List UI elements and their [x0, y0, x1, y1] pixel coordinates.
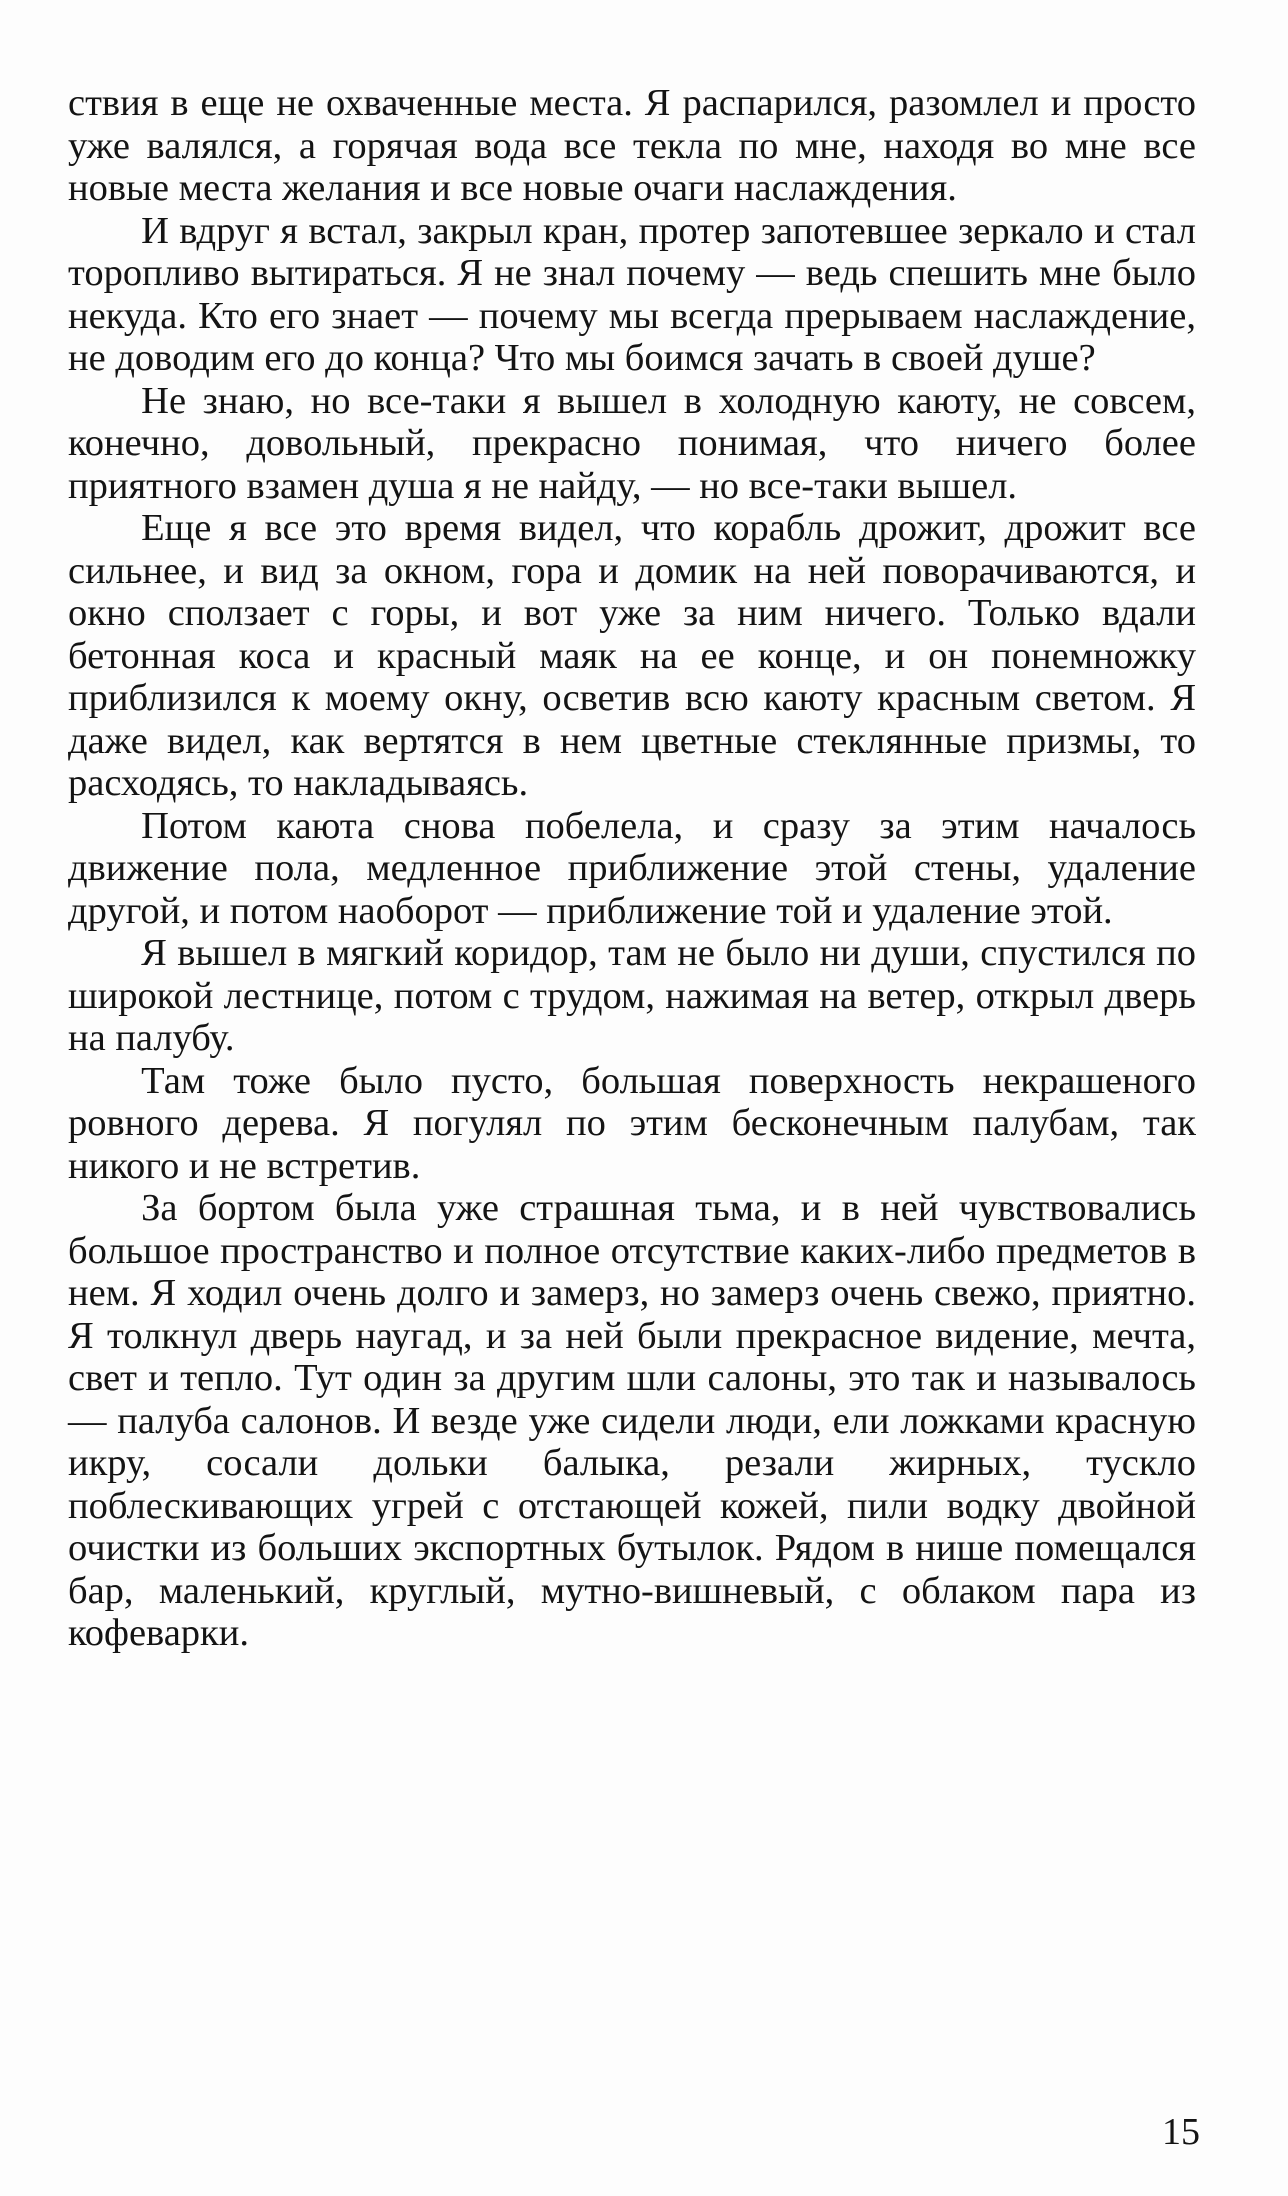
paragraph: Там тоже было пусто, большая поверхность некрашеного ровного дерева. Я погулял по этим бесконечным палубам, так никого и не встретив.: [68, 1059, 1196, 1187]
paragraph: Потом каюта снова побелела, и сразу за этим началось движение пола, медленное приближение этой стены, удаление другой, и потом наоборот — приближение той и удаление этой.: [68, 804, 1196, 932]
paragraph: Не знаю, но все-таки я вышел в холодную каюту, не совсем, конечно, довольный, прекрасно понимая, что ничего более приятного взамен душа я не найду, — но все-таки вышел.: [68, 379, 1196, 507]
paragraph: Я вышел в мягкий коридор, там не было ни души, спустился по широкой лестнице, потом с трудом, нажимая на ветер, открыл дверь на палубу.: [68, 932, 1196, 1059]
body-text: [68, 82, 1196, 1655]
paragraph: ствия в еще не охваченные места. Я распарился, разомлел и просто уже валялся, а горячая вода все текла по мне, находя во мне все новые места желания и все новые очаги наслаждения.: [68, 82, 1196, 209]
page-number: 15: [1162, 2111, 1200, 2153]
paragraph: И вдруг я встал, закрыл кран, протер запотевшее зеркало и стал торопливо вытираться. Я не знал почему — ведь спешить мне было некуда. Кто его знает — почему мы всегда прерываем наслаждение, не доводим его до конца? Что мы боимся зачать в своей душе?: [68, 209, 1196, 379]
paragraph: За бортом была уже страшная тьма, и в ней чувствовались большое пространство и полное отсутствие каких-либо предметов в нем. Я ходил очень долго и замерз, но замерз очень свежо, приятно. Я толкнул дверь наугад, и за ней были прекрасное видение, мечта, свет и тепло. Тут один за другим шли салоны, это так и называлось — палуба салонов. И везде уже сидели люди, ели ложками красную икру, сосали дольки балыка, резали жирных, тускло поблескивающих угрей с отстающей кожей, пили водку двойной очистки из больших экспортных бутылок. Рядом в нише помещался бар, маленький, круглый, мутно-вишневый, с облаком пара из кофеварки.: [68, 1187, 1196, 1654]
paragraph: Еще я все это время видел, что корабль дрожит, дрожит все сильнее, и вид за окном, гора и домик на ней поворачиваются, и окно сползает с горы, и вот уже за ним ничего. Только вдали бетонная коса и красный маяк на ее конце, и он понемножку приблизился к моему окну, осветив всю каюту красным светом. Я даже видел, как вертятся в нем цветные стеклянные призмы, то расходясь, то накладываясь.: [68, 507, 1196, 804]
